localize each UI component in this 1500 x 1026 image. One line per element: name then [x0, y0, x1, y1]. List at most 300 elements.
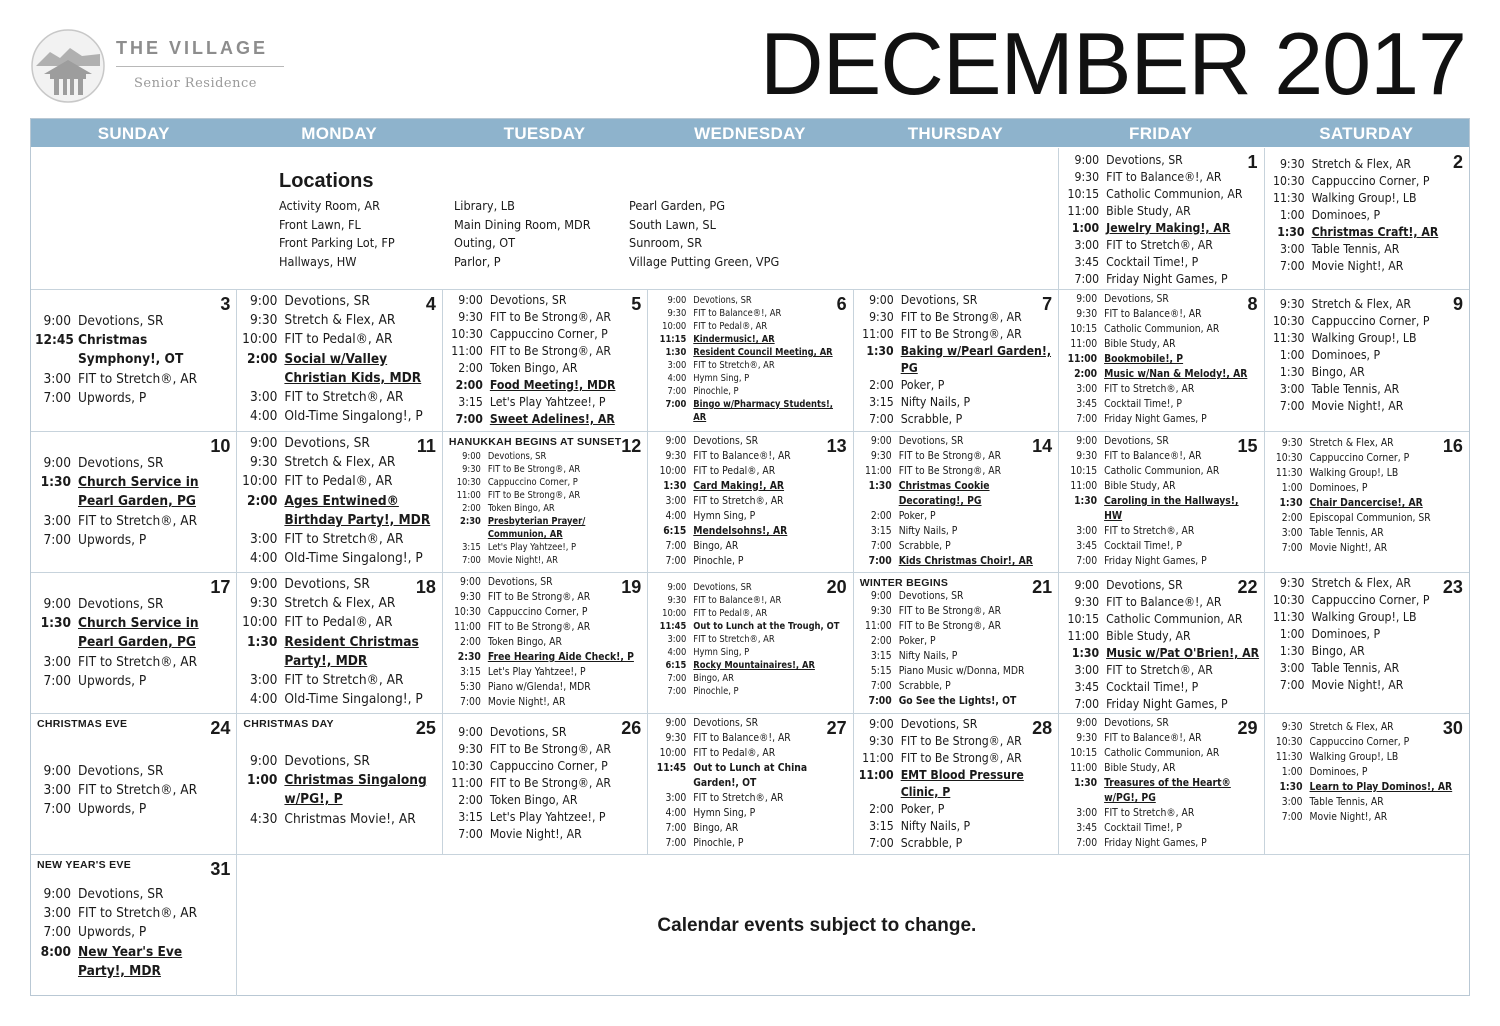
- event-time: 1:30: [1279, 644, 1305, 658]
- event-item: [1269, 780, 1465, 795]
- event-item: [652, 294, 848, 307]
- event-name: Cocktail Time!, P: [1104, 822, 1182, 834]
- event-item: [35, 800, 232, 819]
- event-item: [1063, 367, 1259, 382]
- day-cell-31: [31, 855, 236, 996]
- event-item: [1063, 716, 1259, 731]
- day-cell-25: [236, 714, 441, 854]
- event-item: [241, 407, 437, 426]
- event-time: 9:30: [460, 591, 481, 603]
- event-item: [241, 292, 437, 311]
- location-item: Outing, OT: [454, 235, 516, 251]
- event-item: [35, 904, 232, 923]
- event-time: 9:30: [1076, 308, 1098, 320]
- event-item: [652, 554, 848, 569]
- event-name: FIT to Stretch®, AR: [284, 531, 404, 548]
- event-name: Upwords, P: [78, 924, 147, 941]
- weekday-tuesday: TUESDAY: [503, 124, 586, 143]
- event-name: Devotions, SR: [284, 753, 370, 769]
- event-name: Resident Council Meeting, AR: [693, 347, 833, 358]
- event-item: [447, 741, 643, 758]
- day-cell-12: [442, 432, 647, 572]
- event-name: Bible Study, AR: [1104, 338, 1176, 350]
- event-list: [1269, 720, 1465, 825]
- event-item: [1269, 436, 1465, 451]
- event-time: 2:00: [870, 635, 892, 647]
- event-item: [447, 775, 643, 792]
- day-number: 20: [826, 577, 847, 597]
- event-name: FIT to Balance®!, AR: [1104, 308, 1202, 320]
- event-item: [652, 494, 848, 509]
- day-number: 13: [826, 436, 847, 456]
- day-cell-5: [442, 290, 647, 431]
- day-cell-17: [31, 573, 236, 713]
- residence-logo: [30, 28, 290, 108]
- event-item: [652, 607, 848, 620]
- event-name: Movie Night!, AR: [1309, 811, 1388, 823]
- event-item: [1063, 806, 1259, 821]
- event-time: 9:00: [43, 313, 71, 329]
- event-time: 4:00: [249, 550, 278, 567]
- event-item: [447, 292, 643, 309]
- locations-column: [629, 197, 804, 271]
- event-time: 1:00: [1071, 221, 1100, 235]
- event-name: Poker, P: [898, 635, 936, 647]
- event-time: 3:15: [869, 395, 894, 409]
- event-time: 9:30: [1281, 721, 1303, 733]
- event-time: 11:00: [864, 620, 892, 632]
- event-item: [447, 476, 643, 489]
- event-name: Chair Dancercise!, AR: [1309, 497, 1423, 509]
- event-item: [858, 649, 1054, 664]
- event-item: [241, 810, 437, 829]
- event-item: [447, 826, 643, 843]
- event-time: 7:00: [43, 531, 71, 548]
- event-name: Music w/Pat O'Brien!, AR: [1106, 646, 1260, 660]
- event-list: [858, 434, 1054, 569]
- event-time: 9:30: [462, 464, 481, 475]
- event-item: [241, 752, 437, 771]
- event-item: [1063, 337, 1259, 352]
- event-item: [858, 479, 1054, 509]
- event-time: 10:30: [1275, 736, 1303, 748]
- event-name: FIT to Pedal®, AR: [693, 465, 776, 477]
- event-time: 7:00: [462, 555, 481, 566]
- event-time: 9:30: [249, 454, 278, 471]
- event-name: Cocktail Time!, P: [1106, 255, 1199, 269]
- event-item: [241, 472, 437, 491]
- event-item: [652, 620, 848, 633]
- location-item: Activity Room, AR: [279, 198, 380, 213]
- event-item: [652, 761, 848, 791]
- event-name: Christmas Movie!, AR: [284, 810, 416, 827]
- logo-subtitle: Senior Residence: [134, 76, 257, 91]
- event-name: Hymn Sing, P: [693, 373, 750, 384]
- event-time: 7:00: [1076, 413, 1098, 425]
- day-cell-27: [647, 714, 852, 854]
- event-name: FIT to Stretch®, AR: [1106, 663, 1213, 677]
- event-item: [1269, 496, 1465, 511]
- event-time: 9:00: [43, 596, 71, 612]
- event-name: FIT to Pedal®, AR: [693, 747, 776, 759]
- event-name: FIT to Balance®!, AR: [1104, 732, 1202, 744]
- event-list: [652, 294, 848, 424]
- event-time: 7:00: [1076, 837, 1098, 849]
- locations-columns: [279, 197, 879, 271]
- event-item: [858, 679, 1054, 694]
- event-name: FIT to Pedal®, AR: [284, 331, 393, 348]
- event-time: 2:00: [247, 350, 278, 367]
- day-number: 21: [1032, 577, 1053, 597]
- event-list: [1063, 152, 1259, 288]
- event-item: [652, 581, 848, 594]
- event-time: 11:00: [1067, 204, 1100, 218]
- event-item: [241, 350, 437, 388]
- event-time: 7:00: [665, 822, 687, 834]
- event-name: Stretch & Flex, AR: [1311, 157, 1412, 171]
- event-item: [858, 554, 1054, 569]
- event-item: [1063, 220, 1259, 237]
- event-time: 10:15: [1070, 747, 1098, 759]
- event-name: Friday Night Games, P: [1106, 272, 1228, 286]
- event-list: [447, 292, 643, 428]
- event-list: [35, 454, 232, 550]
- event-name: Table Tennis, AR: [1311, 382, 1400, 396]
- event-time: 7:00: [1279, 259, 1305, 273]
- event-name: Devotions, SR: [78, 886, 164, 902]
- event-time: 1:00: [1281, 766, 1303, 778]
- event-time: 1:30: [40, 474, 71, 491]
- event-item: [1063, 628, 1259, 645]
- event-name: Pinochle, P: [693, 837, 744, 849]
- day-number: 12: [621, 436, 642, 456]
- event-item: [652, 594, 848, 607]
- event-name: Movie Night!, AR: [487, 555, 558, 566]
- event-time: 1:30: [665, 347, 687, 358]
- event-name: Stretch & Flex, AR: [1309, 721, 1394, 733]
- event-list: [858, 716, 1054, 852]
- event-item: [858, 509, 1054, 524]
- event-name: Devotions, SR: [487, 451, 547, 462]
- day-cell-19: [442, 573, 647, 713]
- day-number: 8: [1247, 294, 1258, 314]
- event-name: FIT to Be Strong®, AR: [489, 742, 611, 756]
- event-item: [652, 307, 848, 320]
- event-time: 9:00: [43, 763, 71, 779]
- event-item: [1063, 679, 1259, 696]
- day-number: 2: [1452, 152, 1463, 172]
- event-item: [35, 781, 232, 800]
- event-item: [35, 672, 232, 691]
- event-name: Table Tennis, AR: [1311, 242, 1400, 256]
- locations-legend: [279, 170, 879, 289]
- event-name: Stretch & Flex, AR: [1309, 437, 1394, 449]
- event-name: FIT to Be Strong®, AR: [487, 490, 581, 501]
- event-item: [1269, 330, 1465, 347]
- day-number: 16: [1442, 436, 1463, 456]
- event-item: [652, 434, 848, 449]
- event-name: FIT to Balance®!, AR: [693, 732, 791, 744]
- day-cell-14: [853, 432, 1058, 572]
- event-name: FIT to Be Strong®, AR: [898, 465, 1002, 477]
- event-name: Let's Play Yahtzee!, P: [487, 542, 577, 553]
- event-time: 7:00: [868, 695, 892, 707]
- event-time: 7:00: [665, 399, 687, 410]
- event-name: Let's Play Yahtzee!, P: [489, 810, 606, 824]
- event-list: [1269, 436, 1465, 556]
- event-item: [1269, 258, 1465, 275]
- event-item: [35, 943, 232, 981]
- event-time: 11:00: [1067, 353, 1098, 365]
- event-time: 4:00: [249, 691, 278, 708]
- event-name: FIT to Stretch®, AR: [1106, 238, 1213, 252]
- event-time: 10:00: [659, 747, 687, 759]
- event-time: 10:00: [659, 465, 687, 477]
- event-time: 3:15: [869, 819, 894, 833]
- event-item: [1063, 524, 1259, 539]
- event-item: [858, 343, 1054, 377]
- holiday-label: CHRISTMAS EVE: [37, 718, 128, 730]
- event-name: Devotions, SR: [900, 717, 978, 731]
- day-number: 1: [1247, 152, 1258, 172]
- day-cell-16: [1264, 432, 1469, 572]
- event-time: 9:00: [1076, 717, 1098, 729]
- event-item: [447, 809, 643, 826]
- event-time: 7:00: [1074, 697, 1100, 711]
- week-row: [31, 854, 1469, 996]
- day-number: 26: [621, 718, 642, 738]
- event-list: [447, 450, 643, 567]
- location-item: Parlor, P: [454, 253, 501, 269]
- day-cell-3: [31, 290, 236, 431]
- event-time: 3:15: [458, 810, 483, 824]
- event-item: [1063, 352, 1259, 367]
- event-time: 3:00: [667, 634, 687, 645]
- event-time: 9:00: [43, 886, 71, 902]
- event-name: Walking Group!, LB: [1309, 467, 1399, 479]
- event-time: 9:00: [458, 725, 483, 739]
- event-time: 1:00: [1281, 482, 1303, 494]
- event-time: 3:15: [458, 395, 483, 409]
- event-name: FIT to Stretch®, AR: [693, 634, 775, 645]
- event-name: Nifty Nails, P: [900, 395, 971, 409]
- event-time: 9:00: [1076, 293, 1098, 305]
- event-item: [35, 653, 232, 672]
- event-time: 3:00: [665, 495, 687, 507]
- event-item: [1063, 479, 1259, 494]
- event-name: Cappuccino Corner, P: [489, 759, 608, 773]
- event-name: Cappuccino Corner, P: [1311, 593, 1430, 607]
- event-time: 3:00: [1281, 527, 1303, 539]
- week-row: [31, 713, 1469, 854]
- event-name: Let's Play Yahtzee!, P: [487, 666, 586, 678]
- event-name: Devotions, SR: [487, 576, 553, 588]
- event-time: 3:45: [1076, 540, 1098, 552]
- event-time: 10:00: [242, 331, 278, 348]
- event-time: 3:00: [43, 905, 71, 922]
- event-name: Learn to Play Dominos!, AR: [1309, 781, 1453, 793]
- event-name: Bingo w/Pharmacy Students!, AR: [693, 399, 833, 423]
- week-row: [31, 572, 1469, 713]
- event-time: 11:00: [456, 490, 481, 501]
- event-time: 10:15: [1070, 465, 1098, 477]
- event-list: [1063, 577, 1259, 713]
- event-item: [447, 360, 643, 377]
- event-name: Church Service in Pearl Garden, PG: [78, 474, 199, 510]
- event-list: [447, 575, 643, 710]
- event-time: 1:30: [1071, 646, 1100, 660]
- event-item: [1063, 292, 1259, 307]
- event-item: [1269, 313, 1465, 330]
- event-item: [35, 370, 232, 389]
- event-item: [1063, 554, 1259, 569]
- event-time: 11:00: [1067, 629, 1100, 643]
- event-item: [447, 605, 643, 620]
- event-list: [241, 752, 437, 829]
- event-name: FIT to Stretch®, AR: [284, 389, 404, 406]
- event-name: Bible Study, AR: [1106, 629, 1191, 643]
- event-list: [652, 716, 848, 851]
- event-item: [241, 771, 437, 809]
- event-time: 3:45: [1076, 398, 1098, 410]
- event-time: 7:00: [1281, 542, 1303, 554]
- event-time: 9:30: [1074, 595, 1100, 609]
- event-item: [652, 716, 848, 731]
- event-item: [241, 613, 437, 632]
- event-name: Bible Study, AR: [1104, 480, 1176, 492]
- event-item: [652, 372, 848, 385]
- event-time: 7:00: [458, 827, 483, 841]
- event-time: 9:30: [869, 734, 894, 748]
- event-item: [241, 492, 437, 530]
- event-item: [1063, 322, 1259, 337]
- event-name: Cappuccino Corner, P: [489, 327, 608, 341]
- event-name: Rocky Mountainaires!, AR: [693, 660, 815, 671]
- day-number: 3: [220, 294, 231, 314]
- event-item: [447, 502, 643, 515]
- event-time: 7:00: [1279, 399, 1305, 413]
- event-item: [858, 818, 1054, 835]
- event-time: 4:00: [249, 408, 278, 425]
- event-time: 2:00: [458, 793, 483, 807]
- event-name: Old-Time Singalong!, P: [284, 691, 423, 708]
- event-item: [652, 836, 848, 851]
- event-item: [447, 309, 643, 326]
- event-time: 3:45: [1076, 822, 1098, 834]
- event-time: 7:00: [1076, 555, 1098, 567]
- event-item: [1063, 746, 1259, 761]
- day-cell-2: [1264, 148, 1469, 289]
- event-name: Devotions, SR: [284, 293, 370, 309]
- event-item: [1063, 611, 1259, 628]
- event-name: Bingo, AR: [693, 822, 739, 834]
- day-number: 25: [415, 718, 436, 738]
- event-time: 3:45: [1074, 255, 1100, 269]
- event-time: 3:00: [1281, 796, 1303, 808]
- event-name: Christmas Symphony!, OT: [78, 332, 184, 368]
- event-time: 3:00: [43, 653, 71, 670]
- event-item: [652, 539, 848, 554]
- event-name: Stretch & Flex, AR: [284, 454, 396, 471]
- day-cell-15: [1058, 432, 1263, 572]
- event-time: 9:30: [870, 605, 892, 617]
- day-number: 27: [826, 718, 847, 738]
- event-time: 1:30: [663, 480, 687, 492]
- event-item: [1063, 382, 1259, 397]
- event-list: [241, 434, 437, 568]
- event-item: [1269, 511, 1465, 526]
- day-cell-24: [31, 714, 236, 854]
- event-item: [447, 724, 643, 741]
- location-item: Main Dining Room, MDR: [454, 216, 591, 232]
- location-item: Library, LB: [454, 198, 515, 213]
- event-time: 3:00: [1279, 242, 1305, 256]
- event-time: 7:00: [665, 555, 687, 567]
- event-list: [1269, 156, 1465, 275]
- day-cell-11: [236, 432, 441, 572]
- event-name: Bookmobile!, P: [1104, 353, 1184, 365]
- event-name: Devotions, SR: [78, 763, 164, 779]
- event-name: Movie Night!, AR: [1311, 399, 1404, 413]
- event-name: Catholic Communion, AR: [1104, 747, 1220, 759]
- event-time: 2:00: [869, 802, 894, 816]
- event-name: Devotions, SR: [284, 435, 370, 451]
- event-name: Cocktail Time!, P: [1106, 680, 1199, 694]
- event-item: [652, 821, 848, 836]
- event-name: FIT to Be Strong®, AR: [898, 620, 1002, 632]
- location-item: Front Lawn, FL: [279, 216, 361, 232]
- event-item: [1269, 347, 1465, 364]
- week-row: [31, 431, 1469, 572]
- event-item: [858, 377, 1054, 394]
- day-cell-13: [647, 432, 852, 572]
- village-house-icon: [30, 28, 106, 104]
- event-name: Devotions, SR: [78, 596, 164, 612]
- event-time: 9:00: [665, 717, 687, 729]
- event-item: [858, 801, 1054, 818]
- event-item: [447, 541, 643, 554]
- event-list: [35, 595, 232, 691]
- event-name: FIT to Be Strong®, AR: [489, 776, 611, 790]
- event-item: [447, 554, 643, 567]
- event-time: 1:00: [1279, 348, 1305, 362]
- event-time: 7:00: [460, 696, 481, 708]
- event-name: FIT to Be Strong®, AR: [487, 621, 591, 633]
- event-item: [1269, 720, 1465, 735]
- event-item: [858, 539, 1054, 554]
- event-name: Devotions, SR: [693, 435, 759, 447]
- event-item: [1063, 464, 1259, 479]
- event-list: [858, 589, 1054, 709]
- event-time: 7:00: [868, 555, 892, 567]
- event-time: 9:00: [460, 576, 481, 588]
- event-name: Scrabble, P: [898, 680, 951, 692]
- event-time: 3:15: [870, 525, 892, 537]
- event-name: Movie Night!, AR: [1309, 542, 1388, 554]
- event-time: 12:45: [35, 332, 74, 349]
- weekday-monday: MONDAY: [301, 124, 378, 143]
- event-name: Card Making!, AR: [693, 480, 785, 492]
- event-name: FIT to Stretch®, AR: [78, 653, 198, 670]
- holiday-label: NEW YEAR'S EVE: [37, 859, 132, 871]
- event-list: [35, 312, 232, 408]
- event-time: 3:00: [1279, 661, 1305, 675]
- event-name: Piano w/Glenda!, MDR: [487, 681, 591, 693]
- event-name: Free Hearing Aide Check!, P: [487, 651, 634, 663]
- event-name: Mendelsohns!, AR: [693, 525, 788, 537]
- day-cell-6: [647, 290, 852, 431]
- event-name: Devotions, SR: [898, 435, 964, 447]
